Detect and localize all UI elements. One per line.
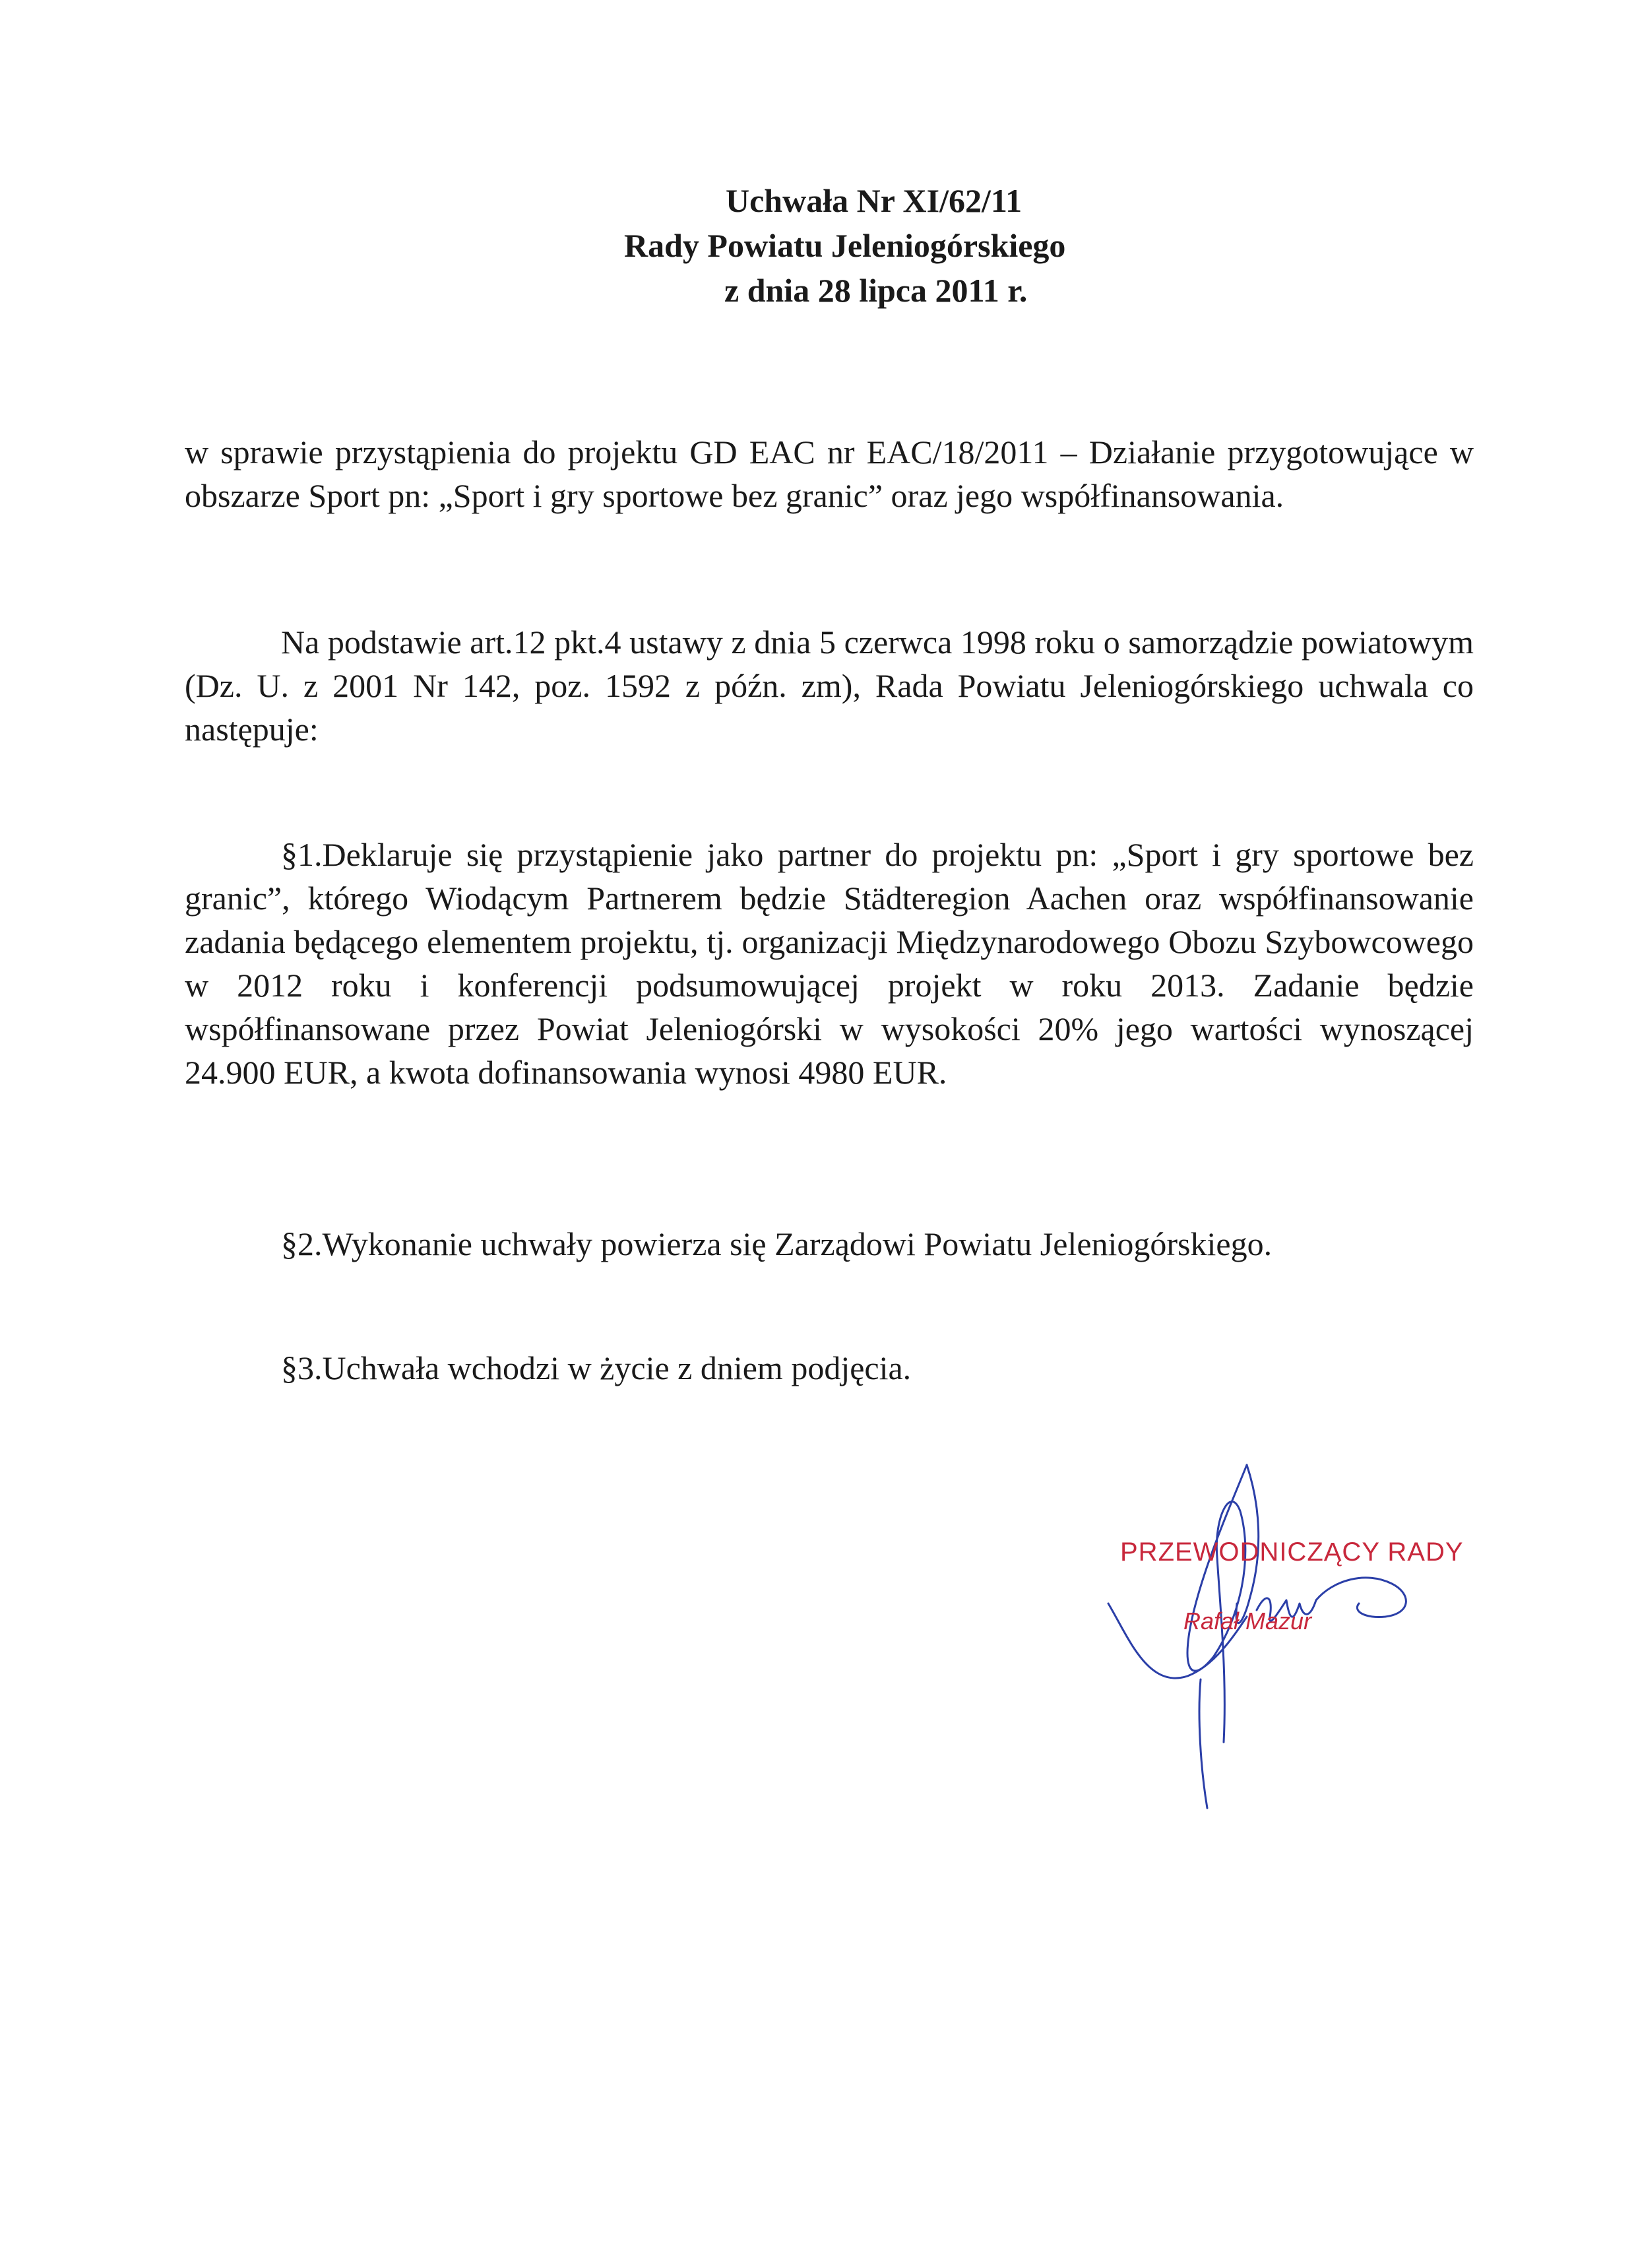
resolution-date: z dnia 28 lipca 2011 r.: [724, 272, 1028, 309]
paragraph-2: §2.Wykonanie uchwały powierza się Zarządowi Powiatu Jeleniogórskiego.: [281, 1225, 1273, 1262]
handwritten-signature: [1082, 1439, 1451, 1834]
paragraph-1: §1.Deklaruje się przystąpienie jako partner do projektu pn: „Sport i gry sportowe bez granic”, którego Wiodącym Partnerem będzie Städteregion Aachen oraz współfinansowanie zadania będącego elementem projektu, tj. organizacji Międzynarodowego Obozu Szybowcowego w 2012 roku i konferencji podsumowującej projekt w roku 2013. Zadanie będzie współfinansowane przez Powiat Jeleniogórski w wysokości 20% jego wartości wynoszącej 24.900 EUR, a kwota dofinansowania wynosi 4980 EUR.: [185, 836, 1474, 1091]
stamp-title: PRZEWODNICZĄCY RADY: [1120, 1538, 1464, 1567]
legal-basis: Na podstawie art.12 pkt.4 ustawy z dnia 5 czerwca 1998 roku o samorządzie powiatowym (Dz. U. z 2001 Nr 142, poz. 1592 z późn. zm), Rada Powiatu Jeleniogórskiego uchwala co następuje:: [185, 624, 1474, 748]
stamp-name: Rafał Mazur: [1183, 1607, 1312, 1635]
paragraph-3: §3.Uchwała wchodzi w życie z dniem podjęcia.: [281, 1349, 912, 1386]
resolution-number: Uchwała Nr XI/62/11: [726, 182, 1022, 219]
issuing-body: Rady Powiatu Jeleniogórskiego: [624, 227, 1066, 264]
resolution-subject: w sprawie przystąpienia do projektu GD EAC nr EAC/18/2011 – Działanie przygotowujące w obszarze Sport pn: „Sport i gry sportowe bez granic” oraz jego współfinansowania.: [185, 434, 1474, 514]
